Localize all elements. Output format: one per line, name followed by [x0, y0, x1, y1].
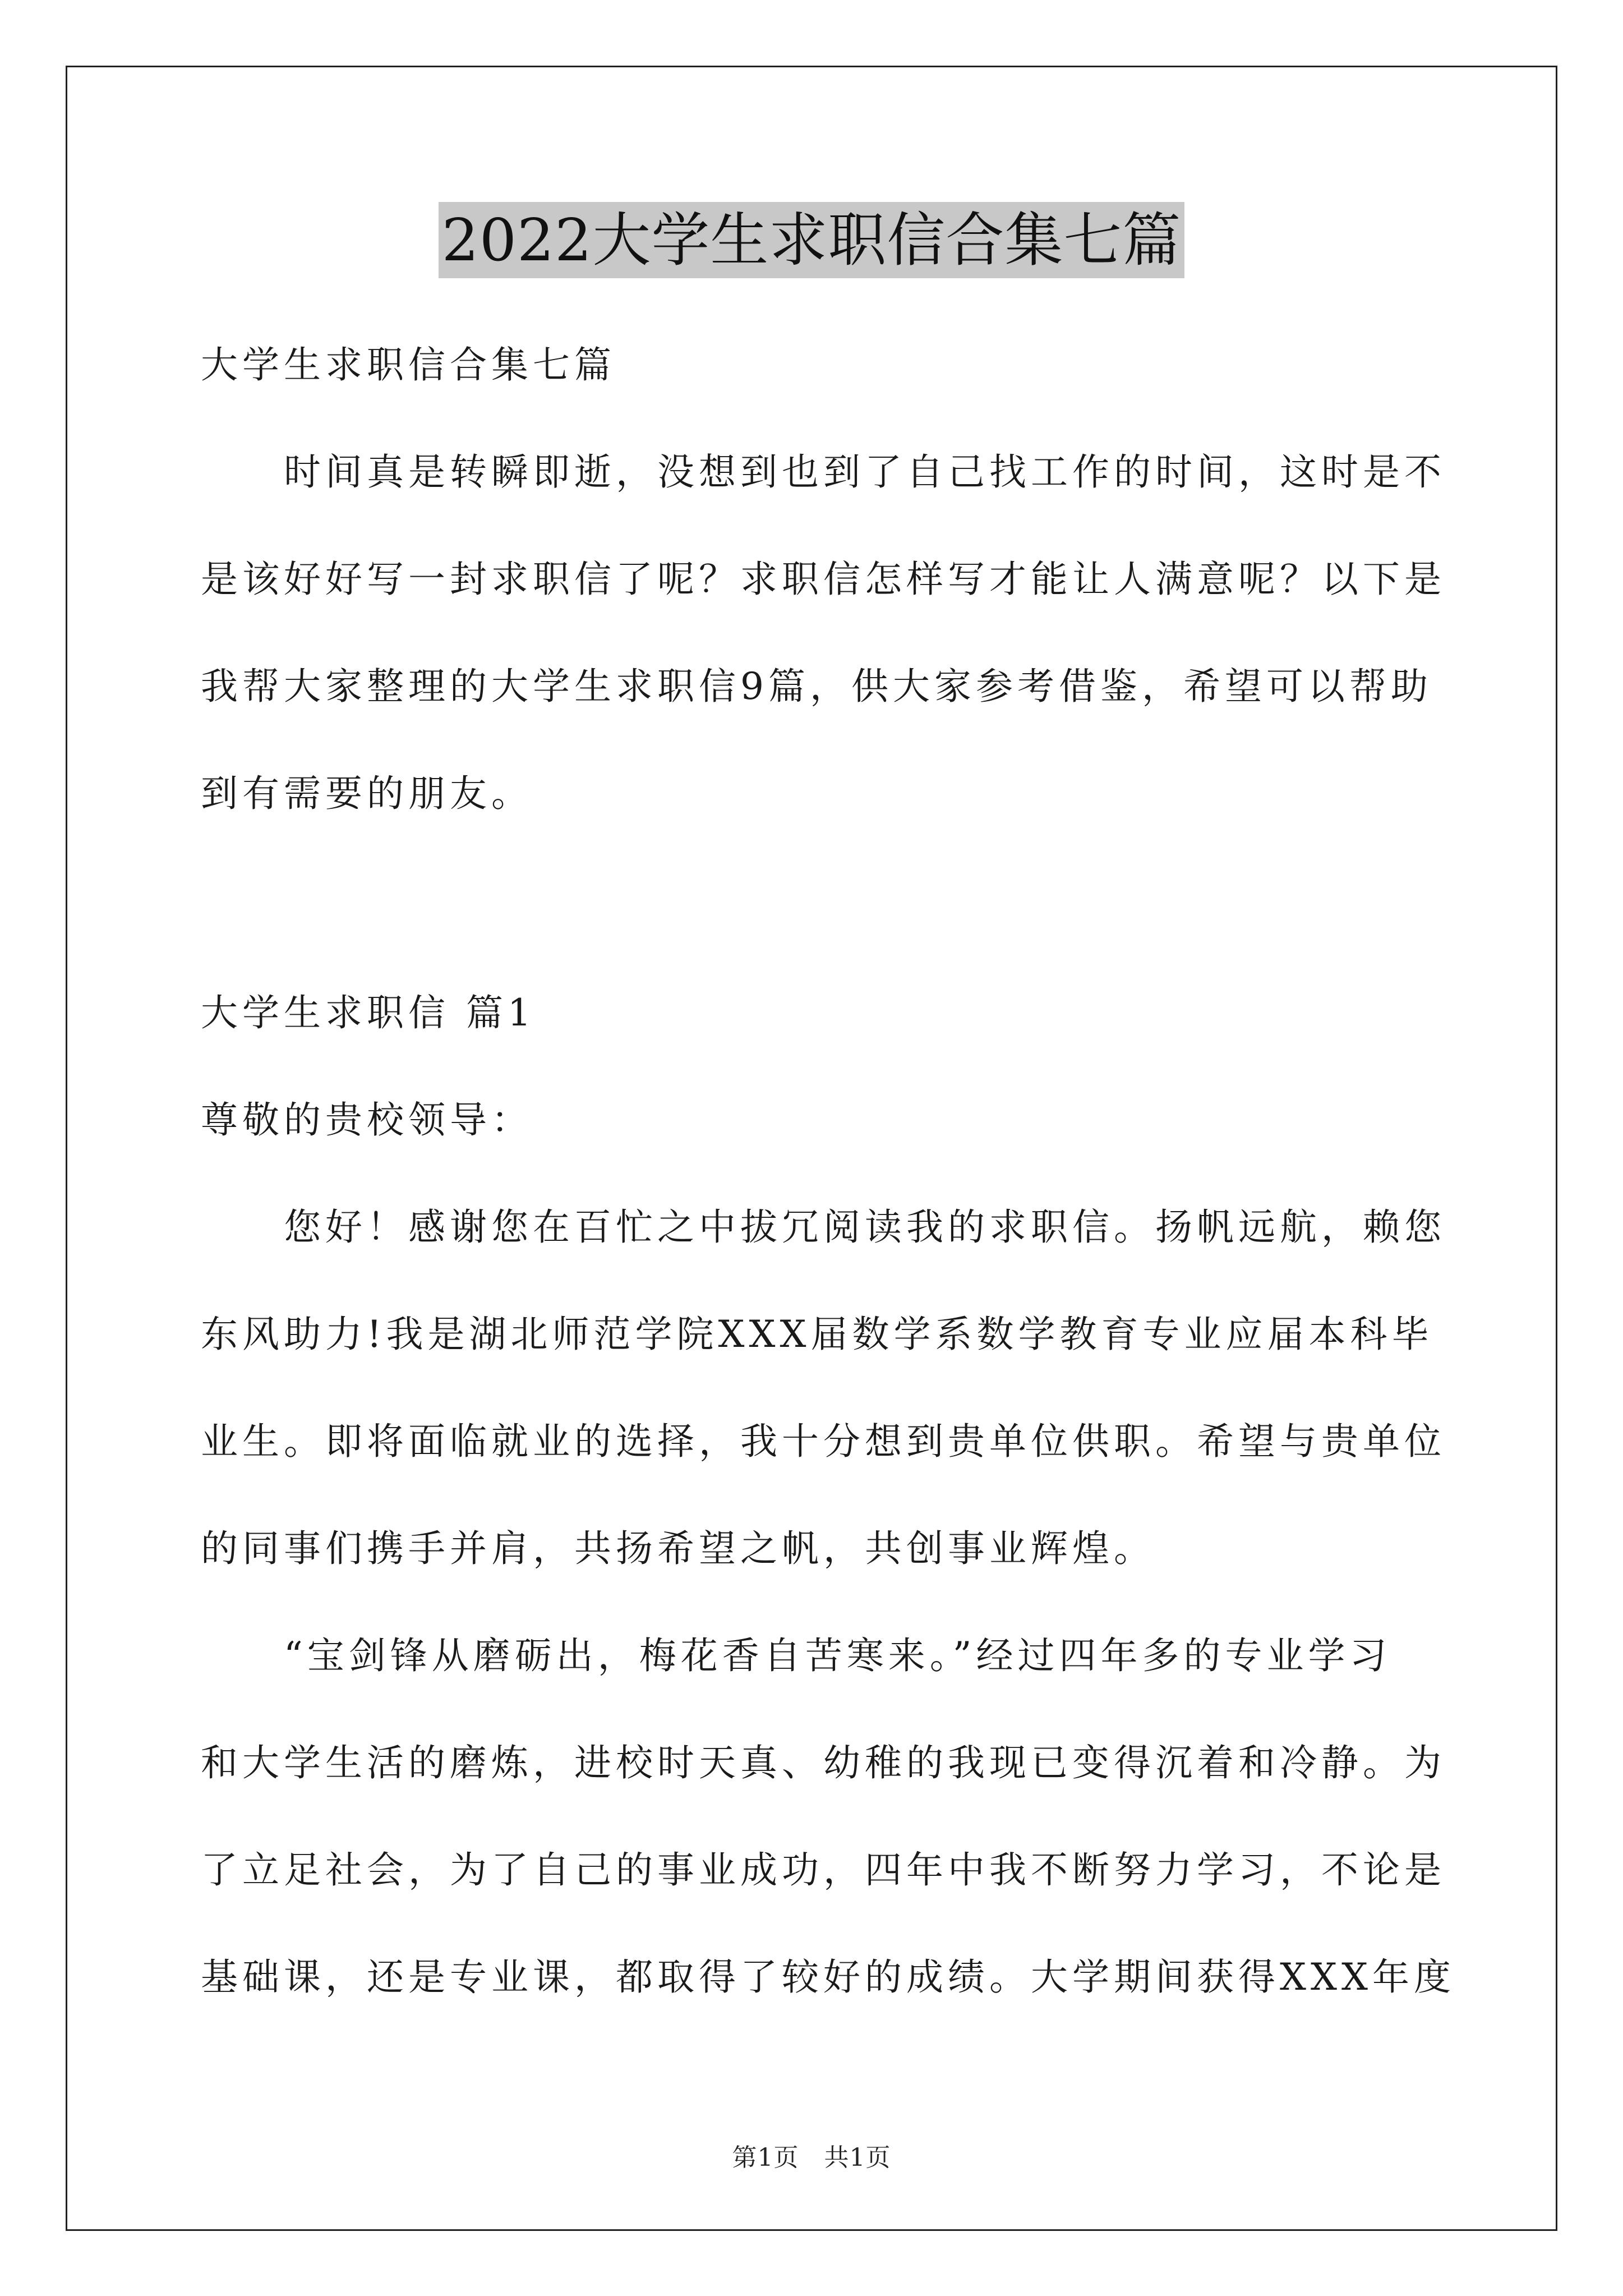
title-container — [0, 202, 1623, 278]
letter-line-1: 您好！感谢您在百忙之中拔冗阅读我的求职信。扬帆远航，赖您 — [284, 1205, 1446, 1249]
letter-line-3: 业生。即将面临就业的选择，我十分想到贵单位供职。希望与贵单位 — [201, 1420, 1446, 1463]
section-heading: 大学生求职信 篇1 — [201, 991, 536, 1034]
page-footer: 第1页 共1页 — [732, 2143, 891, 2172]
letter-line-6: 和大学生活的磨炼，进校时天真、幼稚的我现已变得沉着和冷静。为 — [201, 1741, 1446, 1784]
letter-line-4: 的同事们携手并肩，共扬希望之帆，共创事业辉煌。 — [201, 1527, 1155, 1570]
document-body — [201, 311, 1455, 2031]
section-gap — [201, 847, 1430, 959]
letter-line-8: 基础课，还是专业课，都取得了较好的成绩。大学期间获得XXX年度 — [201, 1955, 1455, 1999]
document-title: 2022大学生求职信合集七篇 — [439, 202, 1185, 278]
salutation: 尊敬的贵校领导： — [201, 1098, 533, 1142]
intro-line-4: 到有需要的朋友。 — [201, 772, 533, 815]
letter-line-2: 东风助力!我是湖北师范学院XXX届数学系数学教育专业应届本科毕 — [201, 1313, 1433, 1356]
letter-line-7: 了立足社会，为了自己的事业成功，四年中我不断努力学习，不论是 — [201, 1848, 1446, 1892]
intro-line-3: 我帮大家整理的大学生求职信9篇，供大家参考借鉴，希望可以帮助 — [201, 665, 1432, 708]
subtitle-line: 大学生求职信合集七篇 — [201, 343, 616, 386]
intro-line-1: 时间真是转瞬即逝，没想到也到了自己找工作的时间，这时是不 — [284, 450, 1446, 494]
intro-line-2: 是该好好写一封求职信了呢？求职信怎样写才能让人满意呢？以下是 — [201, 558, 1446, 601]
letter-line-5: “宝剑锋从磨砺出，梅花香自苦寒来。”经过四年多的专业学习 — [284, 1634, 1391, 1677]
